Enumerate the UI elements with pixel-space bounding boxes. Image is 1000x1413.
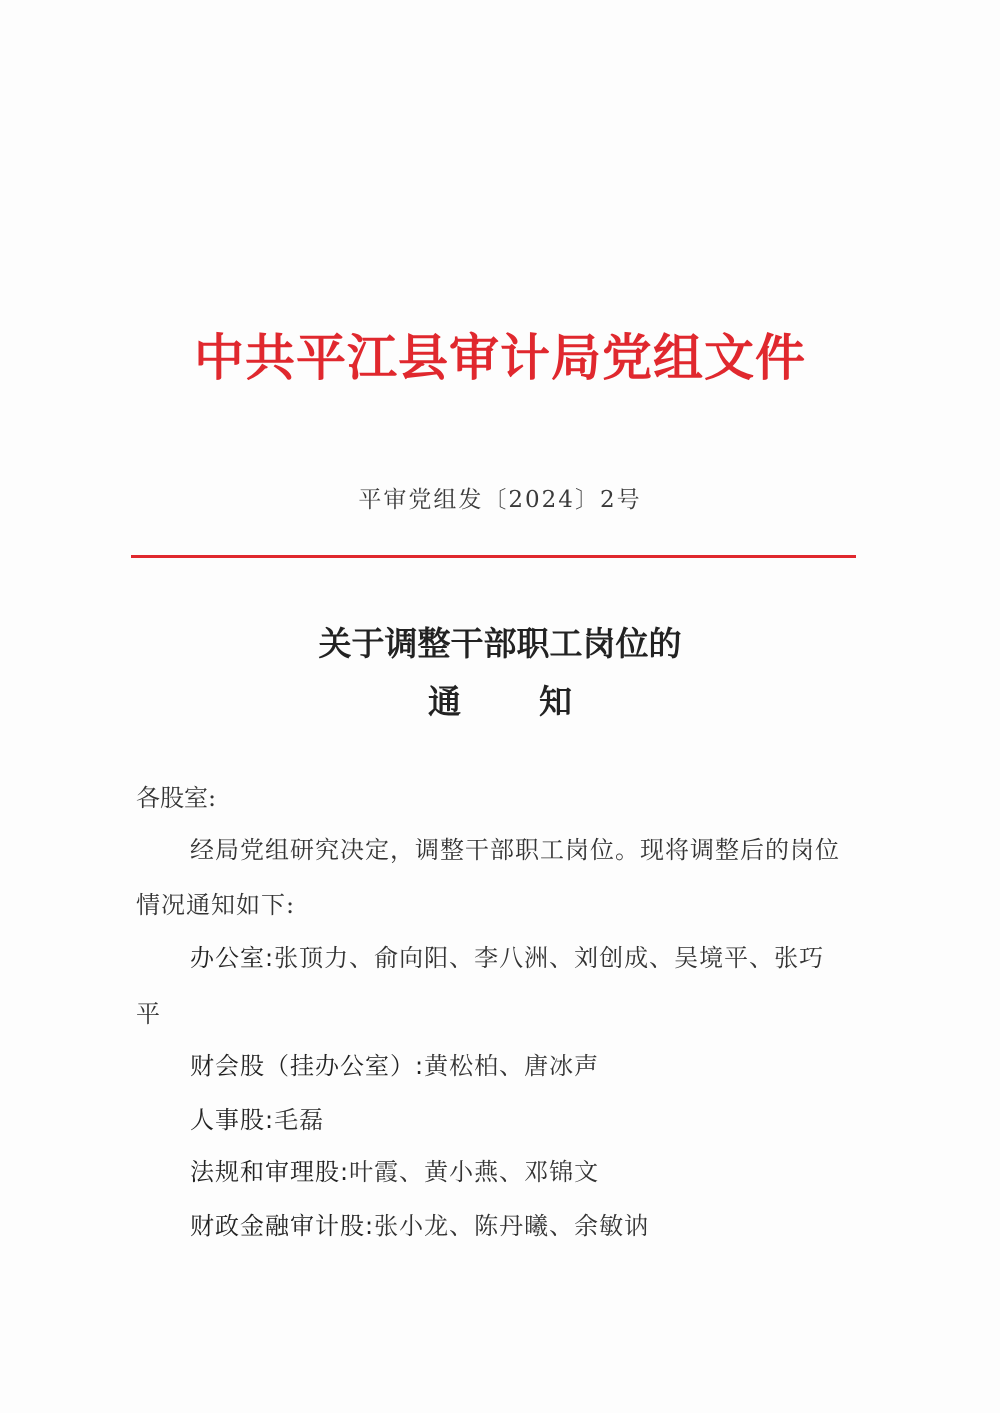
dept-label: 财会股（挂办公室）: [190, 1052, 425, 1080]
assignment-fiscal-audit [190, 1206, 649, 1241]
staff-list: 张小龙、陈丹曦、余敏讷 [374, 1212, 650, 1240]
org-header-title: 中共平江县审计局党组文件 [194, 328, 806, 387]
assignment-legal [190, 1152, 599, 1187]
dept-label: 法规和审理股: [190, 1158, 350, 1186]
assignment-office-continued: 平 [136, 1000, 161, 1028]
assignment-personnel [190, 1100, 324, 1135]
notice-title: 关于调整干部职工岗位的 [318, 624, 682, 663]
staff-list: 叶霞、黄小燕、邓锦文 [349, 1158, 600, 1186]
notice-subtitle: 通知 [428, 682, 650, 721]
header-divider [131, 555, 856, 558]
salutation: 各股室: [136, 784, 217, 812]
staff-list: 黄松柏、唐冰声 [424, 1052, 600, 1080]
dept-label: 财政金融审计股: [190, 1212, 375, 1240]
assignment-office [190, 938, 824, 973]
staff-list: 张顶力、俞向阳、李八洲、刘创成、吴境平、张巧 [274, 944, 825, 972]
staff-list: 毛磊 [274, 1106, 325, 1134]
dept-label: 办公室: [190, 944, 275, 972]
intro-paragraph-line-2: 情况通知如下: [136, 891, 296, 919]
intro-paragraph-line-1: 经局党组研究决定，调整干部职工岗位。现将调整后的岗位 [190, 836, 840, 864]
document-number: 平审党组发〔2024〕2号 [358, 487, 642, 513]
assignment-finance [190, 1046, 599, 1081]
dept-label: 人事股: [190, 1106, 275, 1134]
